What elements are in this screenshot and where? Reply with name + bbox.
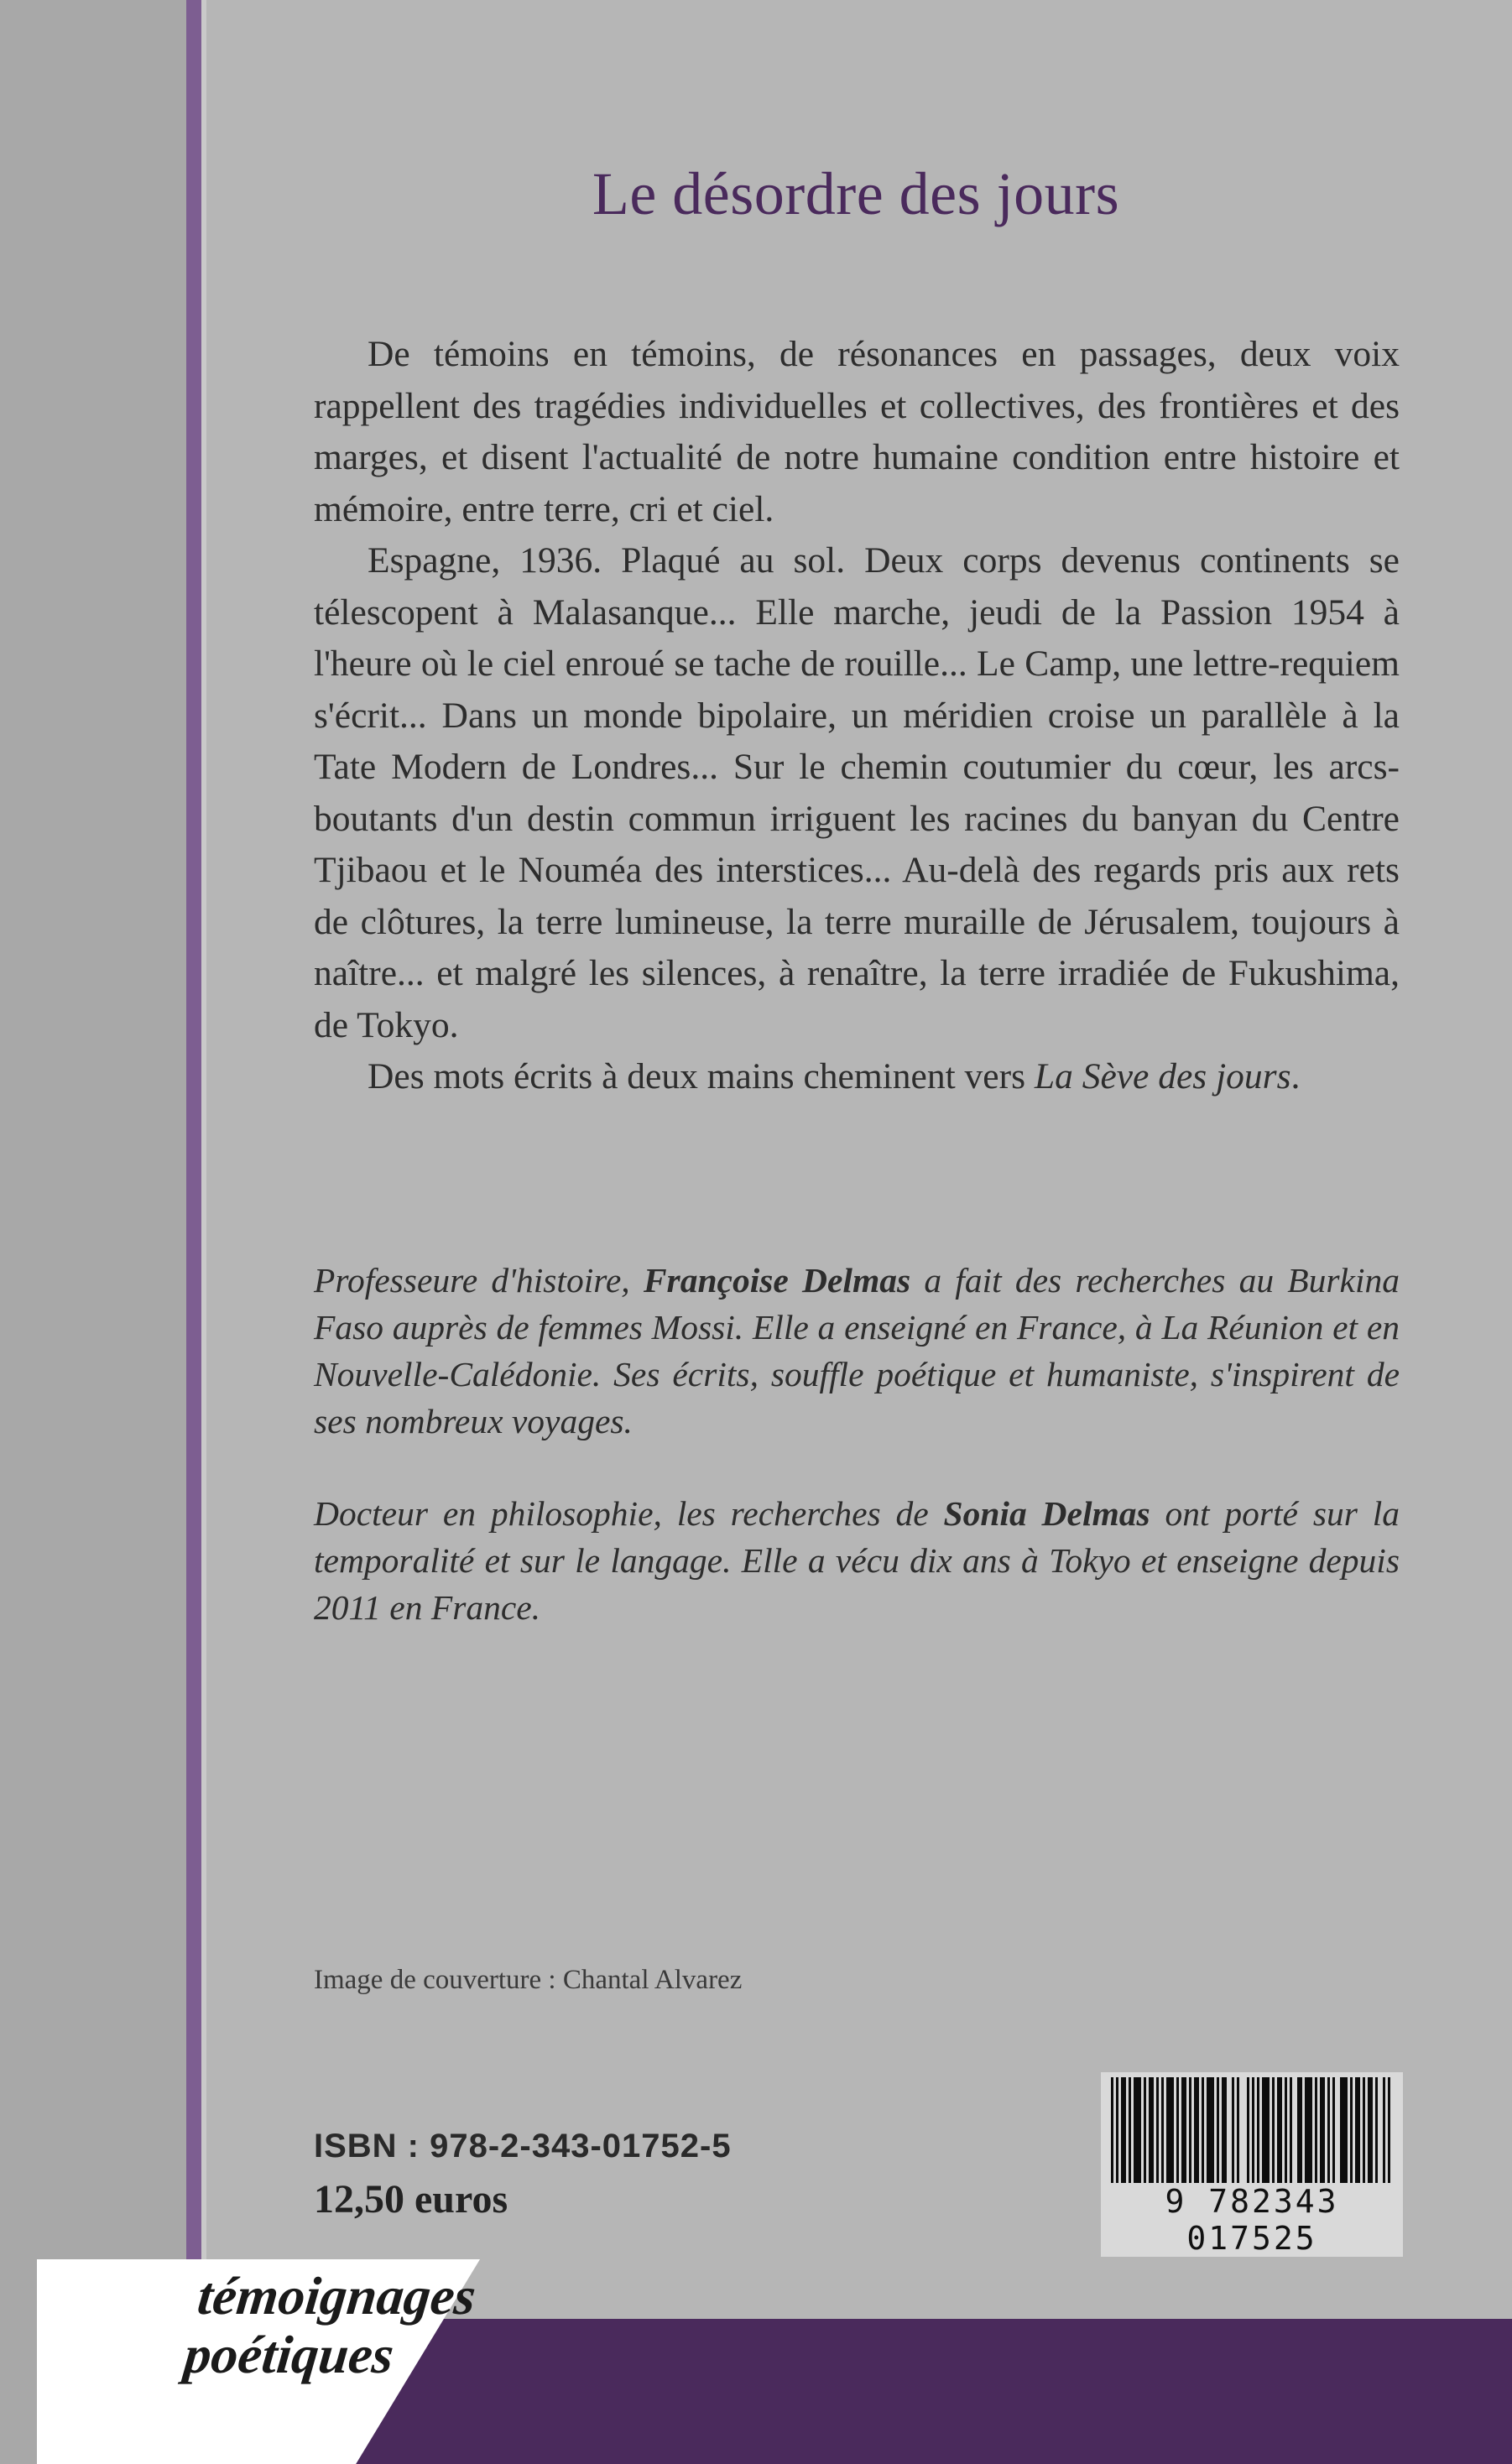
bio2-after: ont porté sur la temporalité et sur le langage. Elle a vécu dix ans à Tokyo et enseigne depuis 2011 en France. xyxy=(314,1494,1400,1627)
bio1-after: a fait des recherches au Burkina Faso auprès de femmes Mossi. Elle a enseigné en France, à La Réunion et en Nouvelle-Calédonie. Ses écrits, souffle poétique et humaniste, s'inspirent de ses nombreux voyages. xyxy=(314,1261,1400,1440)
collection-name-line1: témoignages xyxy=(195,2266,479,2326)
book-price: 12,50 euros xyxy=(314,2177,508,2222)
summary-paragraph-2: Espagne, 1936. Plaqué au sol. Deux corps devenus continents se télescopent à Malasanque... Elle marche, jeudi de la Passion 1954 à l'heure où le ciel enroué se tache de rouille... Le Camp, une lettre-requiem s'écrit... Dans un monde bipolaire, un méridien croise un parallèle à la Tate Modern de Londres... Sur le chemin coutumier du cœur, les arcs-boutants d'un destin commun irriguent les racines du banyan du Centre Tjibaou et le Nouméa des interstices... Au-delà des regards pris aux rets de clôtures, la terre lumineuse, la terre muraille de Jérusalem, toujours à naître... et malgré les silences, à renaître, la terre irradiée de Fukushima, de Tokyo. xyxy=(314,540,1400,1045)
book-title: Le désordre des jours xyxy=(592,160,1120,227)
spine-highlight-line xyxy=(201,0,206,2464)
collection-name-line2: poétiques xyxy=(181,2325,397,2384)
bio1-before: Professeure d'histoire, xyxy=(314,1261,644,1300)
summary-paragraph-3 xyxy=(314,1051,1400,1103)
cover-image-credit: Image de couverture : Chantal Alvarez xyxy=(314,1965,743,1995)
bio2-before: Docteur en philosophie, les recherches de xyxy=(314,1494,944,1533)
summary-paragraph-1: De témoins en témoins, de résonances en passages, deux voix rappellent des tragédies individuelles et collectives, des frontières et des marges, et disent l'actualité de notre humaine condition entre histoire et mémoire, entre terre, cri et ciel. xyxy=(314,334,1400,529)
author-bio-francoise xyxy=(314,1257,1400,1445)
author-bio-sonia xyxy=(314,1490,1400,1631)
spine-band xyxy=(0,0,186,2464)
summary-p3-book-title: La Sève des jours xyxy=(1034,1056,1291,1097)
barcode xyxy=(1101,2072,1403,2257)
summary-p3-before: Des mots écrits à deux mains cheminent vers xyxy=(368,1056,1035,1097)
isbn-number: ISBN : 978-2-343-01752-5 xyxy=(314,2128,732,2164)
barcode-bars xyxy=(1106,2077,1398,2193)
summary-text xyxy=(314,329,1400,1103)
bio1-author-name: Françoise Delmas xyxy=(643,1261,911,1300)
barcode-digits: 9 782343 017525 xyxy=(1101,2183,1403,2257)
spine-accent-line xyxy=(186,0,201,2464)
bottom-purple-band xyxy=(336,2319,1512,2464)
bio2-author-name: Sonia Delmas xyxy=(943,1494,1150,1533)
summary-p3-after: . xyxy=(1290,1056,1301,1097)
